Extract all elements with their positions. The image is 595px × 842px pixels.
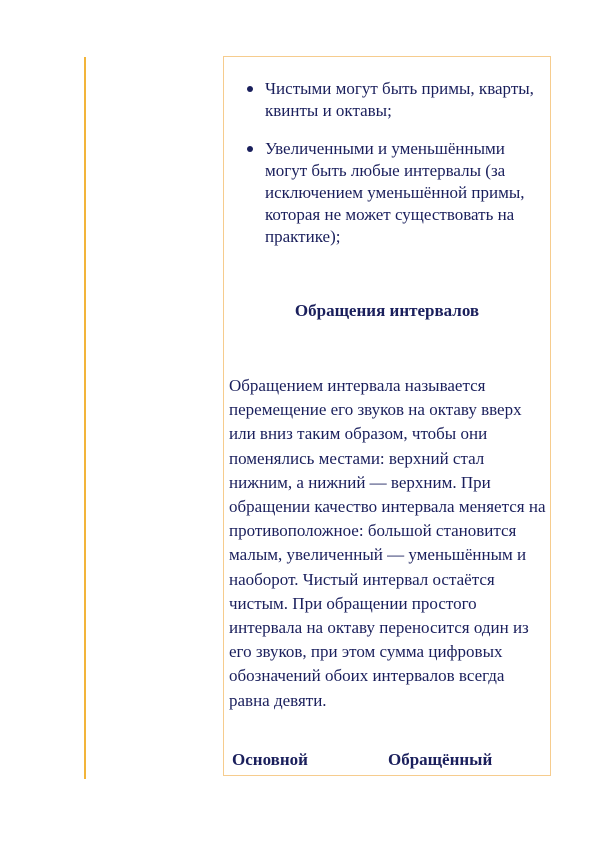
left-margin-rule xyxy=(84,57,86,779)
interval-rules-list xyxy=(245,78,545,264)
column-label-inverted: Обращённый xyxy=(388,750,493,769)
list-item: Чистыми могут быть примы, кварты, квинты и октавы; xyxy=(245,78,545,122)
column-label-base: Основной xyxy=(232,750,308,769)
list-item: Увеличенными и уменьшёнными могут быть любые интервалы (за исключением уменьшённой примы, которая не может существовать на практике); xyxy=(245,138,545,248)
body-paragraph: Обращением интервала называется перемещение его звуков на октаву вверх или вниз таким образом, чтобы они поменялись местами: верхний стал нижним, а нижний — верхним. При обращении качество интервала меняется на противоположное: большой становится малым, увеличенный — уменьшённым и наоборот. Чистый интервал остаётся чистым. При обращении простого интервала на октаву переносится один из его звуков, при этом сумма цифровых обозначений обоих интервалов всегда равна девяти. xyxy=(229,376,546,710)
section-title: Обращения интервалов xyxy=(294,301,480,320)
